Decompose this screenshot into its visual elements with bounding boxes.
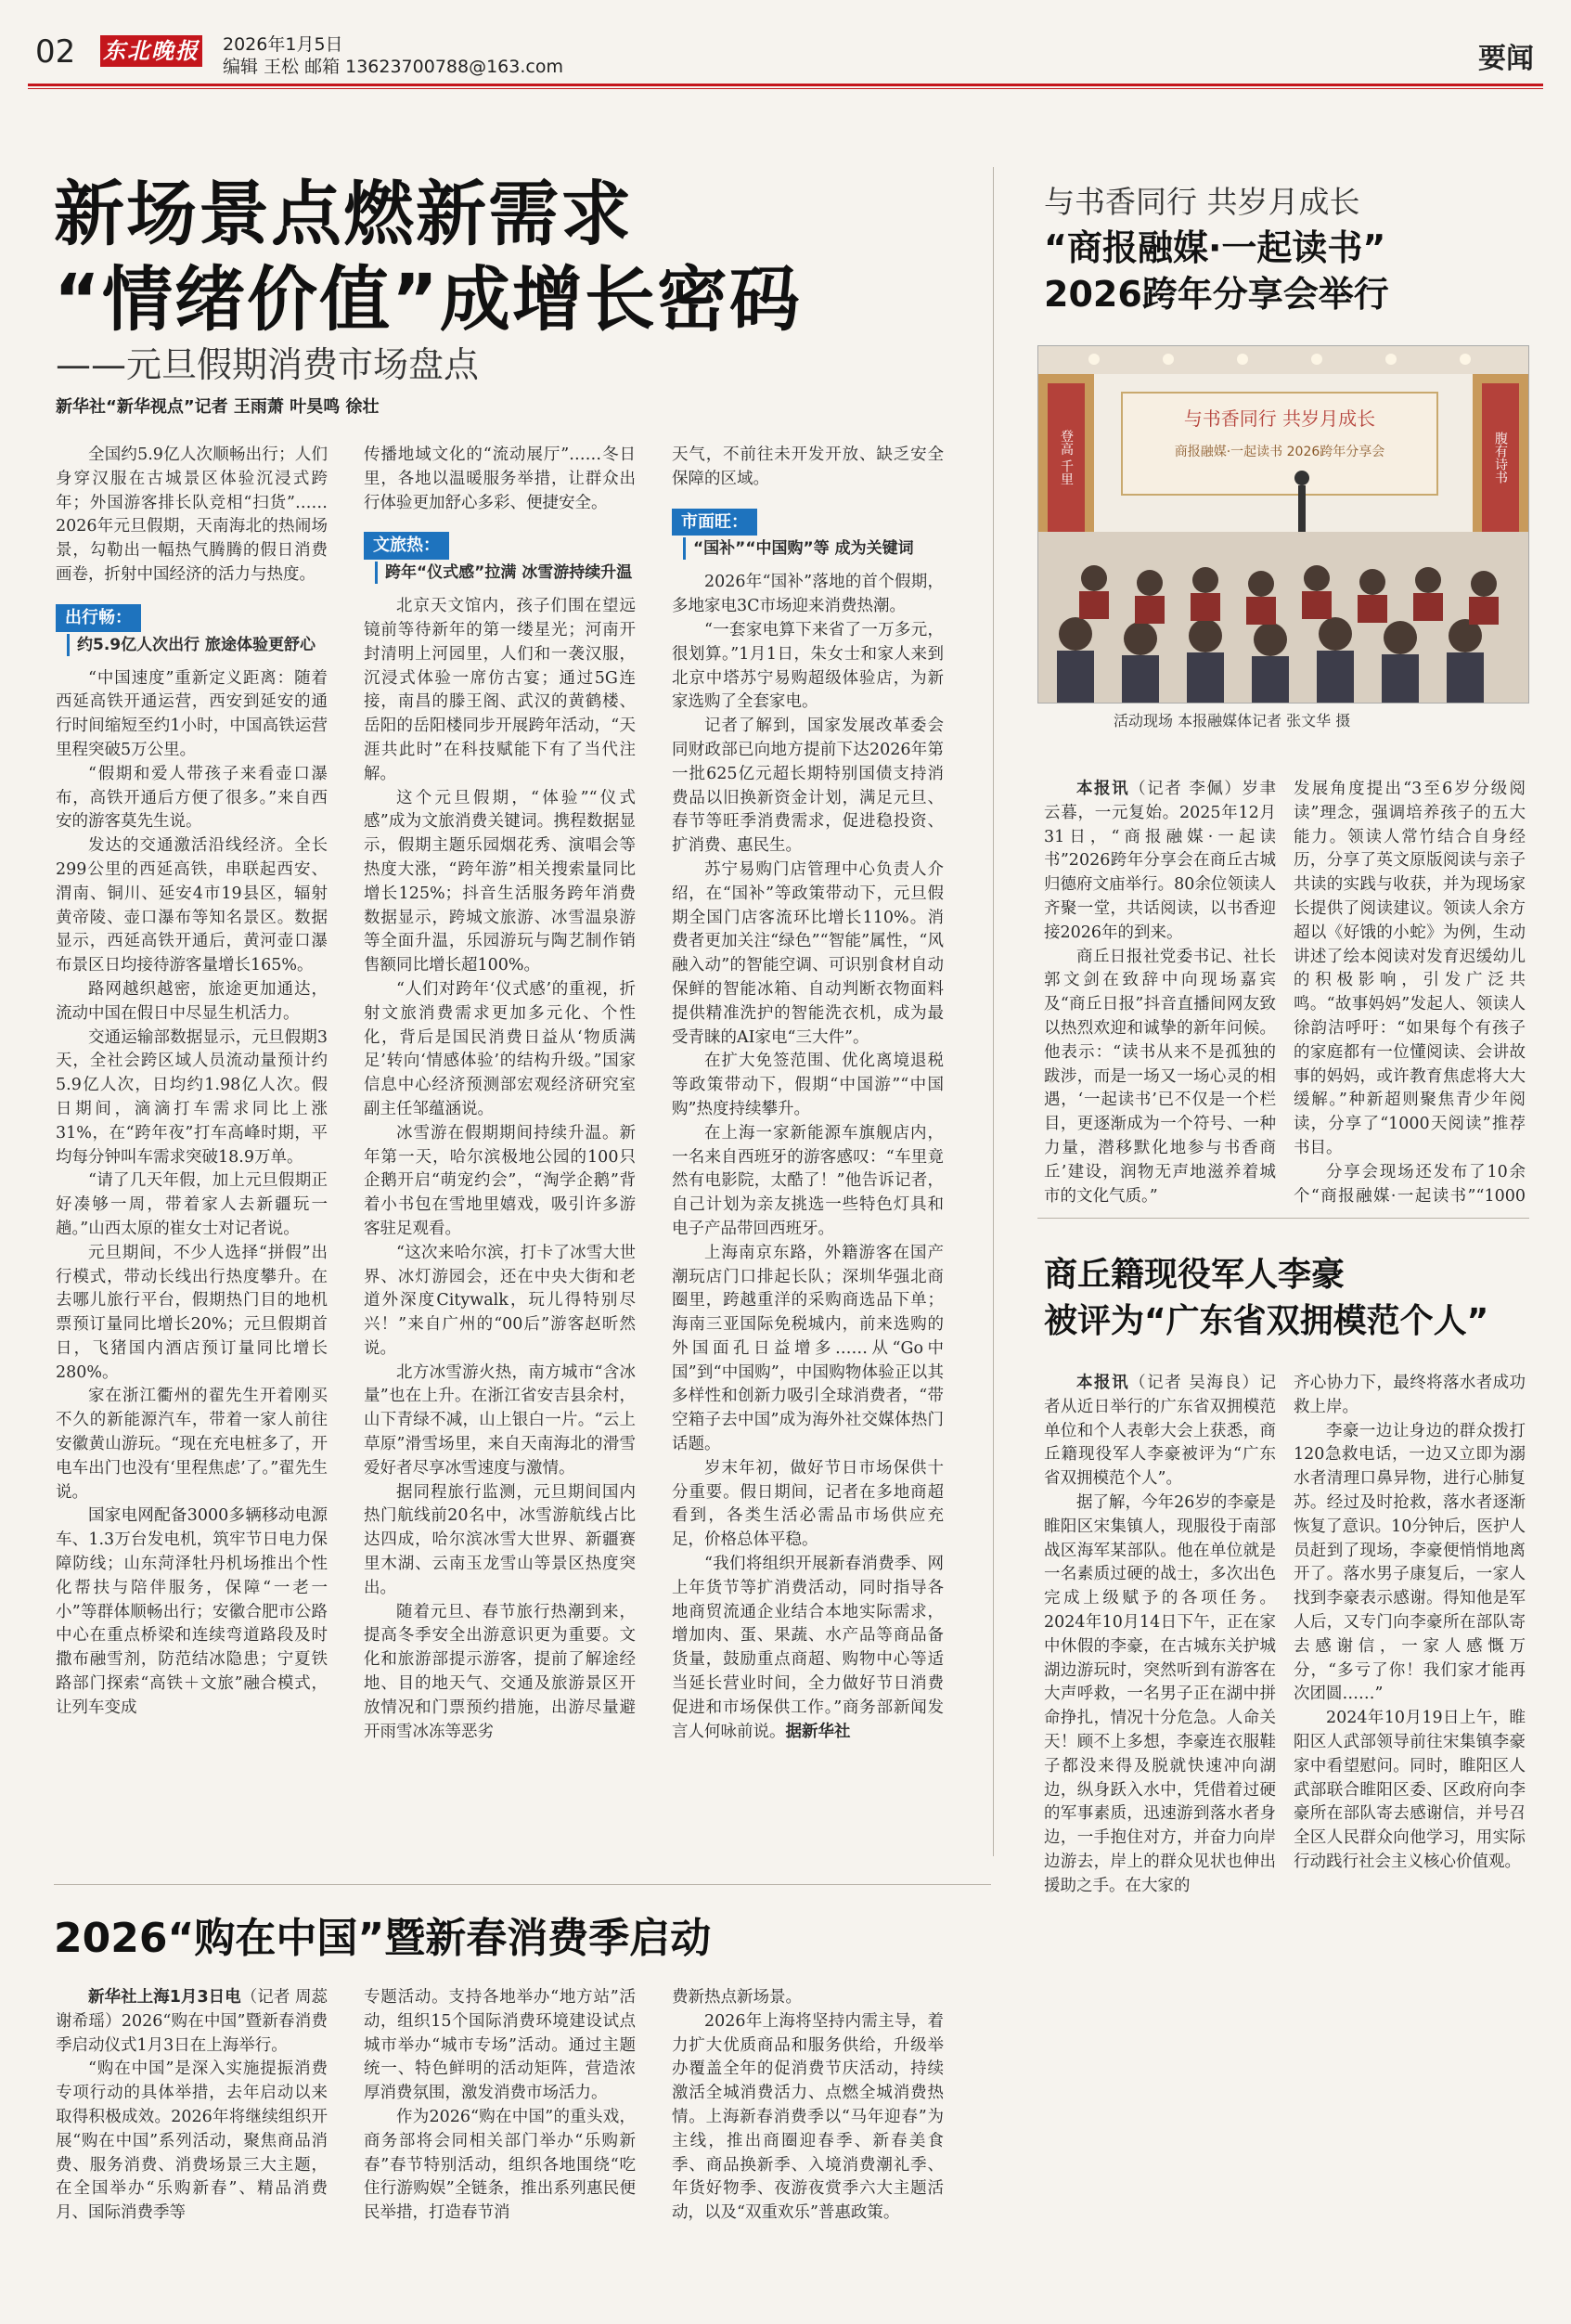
paragraph: 作为2026“购在中国”的重头戏，商务部将会同相关部门举办“乐购新春”春节特别活动，组织各地围绕“吃住行游购娱”全链条，推出系列惠民便民举措，打造春节消 bbox=[364, 2107, 636, 2223]
section-name: 要闻 bbox=[1478, 43, 1534, 75]
season-column-2 bbox=[364, 1986, 636, 2302]
reporter: （记者 吴海良） bbox=[1129, 1374, 1260, 1392]
paragraph: 苏宁易购门店管理中心负责人介绍，在“国补”等政策带动下，元旦假期全国门店客流环比增长110%。消费者更加关注“绿色”“智能”属性，“风融入动”的智能空调、可识别食材自动保鲜的智能冰箱、自动判断衣物面料提供精准洗护的智能洗衣机，成为最受青睐的AI家电“三大件”。 bbox=[672, 859, 944, 1047]
paragraph: “这次来哈尔滨，打卡了冰雪大世界、冰灯游园会，还在中央大街和老道外深度Citywalk，玩儿得特别尽兴！”来自广州的“00后”游客赵昕然说。 bbox=[364, 1243, 636, 1358]
kicker-market-sub: “国补”“中国购”等 成为关键词 bbox=[683, 537, 944, 560]
paragraph: 在扩大免签范围、优化离境退税等政策带动下，假期“中国游”“中国购”热度持续攀升。 bbox=[672, 1052, 944, 1118]
paragraph: “请了几天年假，加上元旦假期正好凑够一周，带着家人去新疆玩一趟。”山西太原的崔女士对记者说。 bbox=[56, 1171, 328, 1238]
paragraph: 随着元旦、春节旅行热潮到来，提高冬季安全出游意识更为重要。文化和旅游部提示游客，提前了解途经地、目的地天气、交通及旅游景区开放情况和门票预约措施，出游尽量避开雨雪冰冻等恶劣 bbox=[364, 1602, 636, 1741]
paragraph: 交通运输部数据显示，元旦假期3天，全社会跨区域人员流动量预计约5.9亿人次，日均约1.98亿人次。假日期间，滴滴打车需求同比上涨31%，在“跨年夜”打车高峰时期，平均每分钟叫车需求突破18.9万单。 bbox=[56, 1027, 328, 1167]
lead-headline-line2: “情绪价值”成增长密码 bbox=[54, 258, 802, 341]
paragraph: 费新热点新场景。 bbox=[672, 1988, 802, 2007]
newspaper-logo: 东北晚报 bbox=[100, 35, 202, 67]
paragraph: “假期和爱人带孩子来看壶口瀑布，高铁开通后方便了很多。”来自西安的游客莫先生说。 bbox=[56, 764, 328, 832]
paragraph: 天气，不前往未开发开放、缺乏安全保障的区域。 bbox=[672, 445, 944, 488]
reading-event-headline-2: 2026跨年分享会举行 bbox=[1044, 274, 1389, 315]
paragraph: 家在浙江衢州的翟先生开着刚买不久的新能源汽车，带着一家人前往安徽黄山游玩。“现在充电桩多了，开电车出门也没有‘里程焦虑’了。”翟先生说。 bbox=[56, 1387, 328, 1502]
paragraph: 北京天文馆内，孩子们围在望远镜前等待新年的第一缕星光；河南开封清明上河园里，人们和一袭汉服，沉浸式体验一席仿古宴；通过5G连接，南昌的滕王阁、武汉的黄鹤楼、岳阳的岳阳楼同步开展跨年活动，“天涯共此时”在科技赋能下有了当代注解。 bbox=[364, 597, 636, 783]
lead-column-2 bbox=[364, 444, 636, 1854]
paragraph: “我们将组织开展新春消费季、网上年货节等扩消费活动，同时指导各地商贸流通企业结合本地实际需求，增加肉、蛋、果蔬、水产品等商品备货量，鼓励重点商超、购物中心等适当延长营业时间，全力做好节日消费促进和市场保供工作。”商务部新闻发言人何咏前说。据新华社 bbox=[672, 1555, 944, 1741]
season-column-1 bbox=[56, 1986, 328, 2302]
soldier-column-b bbox=[1294, 1372, 1526, 2291]
paragraph: 新华社上海1月3日电（记者 周蕊 谢希瑶）2026“购在中国”暨新春消费季启动仪式1月3日在上海举行。 bbox=[56, 1988, 328, 2055]
paragraph: 北方冰雪游火热，南方城市“含冰量”也在上升。在浙江省安吉县余村，山下青绿不减，山上银白一片。“云上草原”滑雪场里，来自天南海北的滑雪爱好者尽享冰雪速度与激情。 bbox=[364, 1362, 636, 1478]
header-rule bbox=[28, 84, 1543, 86]
lead-column-1 bbox=[56, 444, 328, 1854]
lead-headline-line1: 新场景点燃新需求 bbox=[54, 173, 633, 255]
paragraph: 国家电网配备3000多辆移动电源车、1.3万台发电机，筑牢节日电力保障防线；山东菏泽牡丹机场推出个性化帮扶与陪伴服务，保障“一老一小”等群体顺畅出行；安徽合肥市公路中心在重点桥梁和连续弯道路段及时撒布融雪剂，防范结冰隐患；宁夏铁路部门探索“高铁＋文旅”融合模式，让列车变成 bbox=[56, 1506, 328, 1717]
kicker-market: 市面旺： bbox=[672, 509, 757, 536]
soldier-column-a bbox=[1044, 1372, 1276, 2291]
soldier-headline-1: 商丘籍现役军人李豪 bbox=[1044, 1256, 1346, 1294]
paragraph: 元旦期间，不少人选择“拼假”出行模式，带动长线出行热度攀升。在去哪儿旅行平台，假期热门目的地机票预订量同比增长20%；元旦假期首日，飞猪国内酒店预订量同比增长280%。 bbox=[56, 1243, 328, 1382]
photo-right-sign: 腹有诗书 bbox=[1493, 432, 1508, 484]
paragraph: 传播地域文化的“流动展厅”……冬日里，各地以温暖服务举措，让群众出行体验更加舒心多彩、便捷安全。 bbox=[364, 445, 636, 512]
dateline: 新华社上海1月3日电 bbox=[88, 1988, 241, 2007]
kicker-tourism: 文旅热： bbox=[364, 532, 449, 560]
paragraph: 专题活动。支持各地举办“地方站”活动，组织15个国际消费环境建设试点城市举办“城市专场”活动。通过主题统一、特色鲜明的活动矩阵，营造浓厚消费氛围，激发消费市场活力。 bbox=[364, 1988, 636, 2103]
paragraph: 记者了解到，国家发展改革委会同财政部已向地方提前下达2026年第一批625亿元超长期特别国债支持消费品以旧换新资金计划，满足元旦、春节等旺季消费需求，促进稳投资、扩消费、惠民生。 bbox=[672, 717, 944, 856]
paragraph: 本报讯（记者 吴海良）记者从近日举行的广东省双拥模范单位和个人表彰大会上获悉，商丘籍现役军人李豪被评为“广东省双拥模范个人”。 bbox=[1044, 1374, 1276, 1489]
paragraph: 2024年10月19日上午，睢阳区人武部领导前往宋集镇李豪家中看望慰问。同时，睢阳区人武部联合睢阳区委、区政府向李豪所在部队寄去感谢信，并号召全区人民群众向他学习，用实际行动践行社会主义核心价值观。 bbox=[1294, 1709, 1526, 1871]
story-divider bbox=[54, 1884, 991, 1885]
paragraph: 商丘日报社党委书记、社长郭文剑在致辞中向现场嘉宾及“商丘日报”抖音直播间网友致以热烈欢迎和诚挚的新年问候。他表示：“读书从来不是孤独的跋涉，而是一场又一场心灵的相遇，‘一起读书’已不仅是一个栏目，更逐渐成为一个符号、一种力量，潜移默化地参与书香商丘’建设，润物无声地滋养着城市的文化气质。” bbox=[1044, 947, 1276, 1205]
issue-date: 2026年1月5日 bbox=[223, 34, 343, 55]
event-photo bbox=[1037, 345, 1529, 704]
photo-banner-title: 与书香同行 共岁月成长 bbox=[1183, 407, 1376, 430]
paragraph: 齐心协力下，最终将落水者成功救上岸。 bbox=[1294, 1374, 1526, 1416]
paragraph: “一套家电算下来省了一万多元，很划算。”1月1日，朱女士和家人来到北京中塔苏宁易购超级体验店，为新家选购了全套家电。 bbox=[672, 620, 944, 712]
editor-line: 编辑 王松 邮箱 13623700788@163.com bbox=[223, 57, 563, 77]
page-number: 02 bbox=[35, 33, 76, 71]
paragraph: 分享会现场还发布了10余个“商报融媒·一起读书”“1000 bbox=[1294, 1162, 1526, 1205]
source-credit: 据新华社 bbox=[785, 1722, 851, 1741]
reading-column-b bbox=[1294, 778, 1526, 1205]
paragraph: 据同程旅行监测，元旦期间国内热门航线前20名中，冰雪游航线占比达四成，哈尔滨冰雪大世界、新疆赛里木湖、云南玉龙雪山等景区热度突出。 bbox=[364, 1482, 636, 1597]
paragraph: 发达的交通激活沿线经济。全长299公里的西延高铁，串联起西安、渭南、铜川、延安4市19县区，辐射黄帝陵、壶口瀑布等知名景区。数据显示，西延高铁开通后，黄河壶口瀑布景区日均接待游客量增长165%。 bbox=[56, 836, 328, 975]
kicker-travel: 出行畅： bbox=[56, 604, 141, 632]
paragraph: 在上海一家新能源车旗舰店内，一名来自西班牙的游客感叹：“车里竟然有电影院，太酷了！”他告诉记者，自己计划为亲友挑选一些特色灯具和电子产品带回西班牙。 bbox=[672, 1123, 944, 1238]
paragraph: 2026年“国补”落地的首个假期，多地家电3C市场迎来消费热潮。 bbox=[672, 573, 944, 616]
dateline: 本报讯 bbox=[1076, 780, 1130, 798]
kicker-travel-sub: 约5.9亿人次出行 旅途体验更舒心 bbox=[67, 634, 328, 656]
paragraph: 岁末年初，做好节日市场保供十分重要。假日期间，记者在多地商超看到，各类生活必需品市场供应充足，价格总体平稳。 bbox=[672, 1458, 944, 1550]
paragraph: 据了解，今年26岁的李豪是睢阳区宋集镇人，现服役于南部战区海军某部队。他在单位就是一名素质过硬的战士，多次出色完成上级赋予的各项任务。2024年10月14日下午，正在家中休假的李豪，在古城东关护城湖边游玩时，突然听到有游客在大声呼救，一名男子正在湖中拼命挣扎，情况十分危急。人命关天！顾不上多想，李豪连衣服鞋子都没来得及脱就快速冲向湖边，纵身跃入水中，凭借着过硬的军事素质，迅速游到落水者身边，一手抱住对方，并奋力向岸边游去，岸上的群众见状也伸出援助之手。在大家的 bbox=[1044, 1492, 1276, 1895]
story-divider bbox=[1037, 1218, 1529, 1219]
reporter: （记者 周蕊 谢希瑶） bbox=[56, 1988, 328, 2031]
reporter: （记者 李佩） bbox=[1129, 780, 1243, 798]
kicker-tourism-sub: 跨年“仪式感”拉满 冰雪游持续升温 bbox=[375, 562, 636, 584]
paragraph: 李豪一边让身边的群众拨打120急救电话，一边又立即为溺水者清理口鼻异物，进行心肺复苏。经过及时抢救，落水者逐渐恢复了意识。10分钟后，医护人员赶到了现场，李豪便悄悄地离开了。落水男子康复后，一家人找到李豪表示感谢。得知他是军人后，又专门向李豪所在部队寄去感谢信，一家人感慨万分，“多亏了你！我们家才能再次团圆……” bbox=[1294, 1421, 1526, 1704]
paragraph: 上海南京东路，外籍游客在国产潮玩店门口排起长队；深圳华强北商圈里，跨越重洋的采购商选品下单；海南三亚国际免税城内，前来选购的外国面孔日益增多……从“Go中国”到“中国购”，中国购物体验正以其多样性和创新力吸引全球消费者，“带空箱子去中国”成为海外社交媒体热门话题。 bbox=[672, 1243, 944, 1454]
event-photo-illustration bbox=[1038, 346, 1528, 703]
paragraph: 路网越织越密，旅途更加通达，流动中国在假日中尽显生机活力。 bbox=[56, 979, 328, 1023]
soldier-headline-2: 被评为“广东省双拥模范个人” bbox=[1044, 1302, 1489, 1340]
paragraph: 本报讯（记者 李佩）岁聿云暮，一元复始。2025年12月31日，“商报融媒·一起读书”2026跨年分享会在商丘古城归德府文庙举行。80余位领读人齐聚一堂，共话阅读，以书香迎接2026年的到来。 bbox=[1044, 780, 1276, 942]
header-rule-thin bbox=[28, 88, 1543, 89]
photo-caption: 活动现场 本报融媒体记者 张文华 摄 bbox=[1114, 712, 1351, 729]
paragraph: 2026年上海将坚持内需主导，着力扩大优质商品和服务供给，升级举办覆盖全年的促消费节庆活动，持续激活全城消费活力、点燃全城消费热情。上海新春消费季以“马年迎春”为主线，推出商圈迎春季、新春美食季、商品换新季、入境消费潮礼季、年货好物季、夜游夜赏季六大主题活动，以及“双重欢乐”普惠政策。 bbox=[672, 2011, 944, 2223]
reading-column-a bbox=[1044, 778, 1276, 1205]
paragraph: “中国速度”重新定义距离：随着西延高铁开通运营，西安到延安的通行时间缩短至约1小时，中国高铁运营里程突破5万公里。 bbox=[56, 668, 328, 759]
lead-column-3 bbox=[672, 444, 944, 1854]
paragraph: 这个元旦假期，“体验”“仪式感”成为文旅消费关键词。携程数据显示，假期主题乐园烟花秀、演唱会等热度大涨，“跨年游”相关搜索量同比增长125%；抖音生活服务跨年消费数据显示，跨城文旅游、冰雪温泉游等全面升温，乐园游玩与陶艺制作销售额同比增长超100%。 bbox=[364, 788, 636, 975]
reading-event-headline-1: “商报融媒·一起读书” bbox=[1044, 227, 1386, 268]
dateline: 本报讯 bbox=[1076, 1374, 1130, 1392]
reading-event-kicker: 与书香同行 共岁月成长 bbox=[1044, 184, 1360, 220]
paragraph: “购在中国”是深入实施提振消费专项行动的具体举措，去年启动以来取得积极成效。2026年将继续组织开展“购在中国”系列活动，聚焦商品消费、服务消费、消费场景三大主题，在全国举办“乐购新春”、精品消费月、国际消费季等 bbox=[56, 2059, 328, 2223]
lead-byline: 新华社“新华视点”记者 王雨萧 叶昊鸣 徐壮 bbox=[56, 397, 380, 417]
column-divider bbox=[993, 167, 994, 1856]
paragraph: 发展角度提出“3至6岁分级阅读”理念，强调培养孩子的五大能力。领读人常竹结合自身经历，分享了英文原版阅读与亲子共读的实践与收获，并为现场家长提供了阅读建议。领读人余方超以《好饿的小蛇》为例，生动讲述了绘本阅读对发育迟缓幼儿的积极影响，引发广泛共鸣。“故事妈妈”发起人、领读人徐韵洁呼吁：“如果每个有孩子的家庭都有一位懂阅读、会讲故事的妈妈，或许教育焦虑将大大缓解。”种新超则聚焦青少年阅读，分享了“1000天阅读”推荐书目。 bbox=[1294, 780, 1526, 1157]
photo-banner-sub: 商报融媒·一起读书 2026跨年分享会 bbox=[1174, 445, 1385, 459]
lead-intro: 全国约5.9亿人次顺畅出行；人们身穿汉服在古城景区体验沉浸式跨年；外国游客排长队竞相“扫货”……2026年元旦假期，天南海北的热闹场景，勾勒出一幅热气腾腾的假日消费画卷，折射中国经济的活力与热度。 bbox=[56, 445, 328, 584]
paragraph: “人们对跨年‘仪式感’的重视，折射文旅消费需求更加多元化、个性化，背后是国民消费日益从‘物质满足’转向‘情感体验’的结构升级。”国家信息中心经济预测部宏观经济研究室副主任邹蕴涵说。 bbox=[364, 979, 636, 1118]
lead-subheadline: ——元旦假期消费市场盘点 bbox=[56, 344, 480, 385]
season-column-3 bbox=[672, 1986, 944, 2302]
paragraph: 冰雪游在假期期间持续升温。新年第一天，哈尔滨极地公园的100只企鹅开启“萌宠约会”，“淘学企鹅”背着小书包在雪地里嬉戏，吸引许多游客驻足观看。 bbox=[364, 1123, 636, 1238]
header-meta bbox=[223, 33, 563, 78]
consumption-season-headline: 2026“购在中国”暨新春消费季启动 bbox=[54, 1915, 712, 1962]
photo-left-sign: 登高 千里 bbox=[1059, 429, 1074, 486]
